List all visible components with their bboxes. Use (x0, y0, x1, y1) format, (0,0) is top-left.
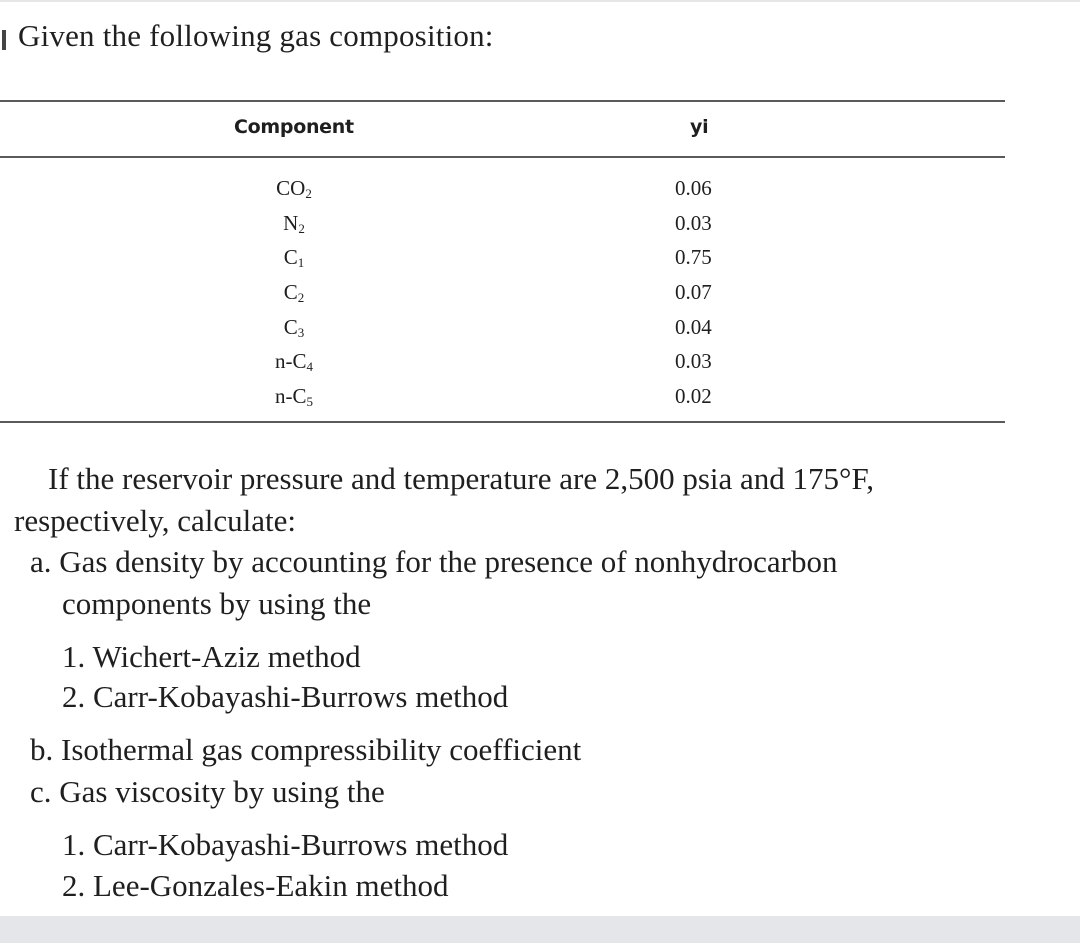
part-c-method-2: 2. Lee-Gonzales-Eakin method (62, 868, 449, 903)
page-top-border (0, 0, 1080, 2)
table-bottom-rule (0, 421, 1005, 423)
mole-fraction-cell: 0.02 (675, 384, 712, 409)
part-b: b. Isothermal gas compressibility coefficient (30, 732, 582, 767)
mole-fraction-cell: 0.75 (675, 245, 712, 270)
mole-fraction-cell: 0.04 (675, 314, 712, 339)
component-cell: $N_2$ (283, 210, 305, 236)
part-a-method-2: 2. Carr-Kobayashi-Burrows method (62, 679, 509, 714)
table-row (0, 315, 1005, 350)
bottom-gray-bar (0, 916, 1080, 943)
component-cell: $C_3$ (283, 314, 305, 340)
composition-table-body (0, 176, 1005, 419)
question-line-1: If the reservoir pressure and temperature are 2,500 psia and 175°F, (48, 461, 874, 496)
header-component: Component (234, 116, 354, 138)
mole-fraction-cell: 0.03 (675, 349, 712, 374)
intro-text: Given the following gas composition: (18, 18, 494, 53)
header-yi: yi (690, 116, 709, 138)
left-margin-mark (2, 30, 6, 50)
table-row (0, 280, 1005, 315)
part-a-line-1: a. Gas density by accounting for the presence of nonhydrocarbon (30, 544, 838, 579)
mole-fraction-cell: 0.06 (675, 176, 712, 200)
table-row (0, 349, 1005, 384)
table-header-rule (0, 156, 1005, 158)
table-row (0, 384, 1005, 419)
question-line-2: respectively, calculate: (14, 503, 296, 538)
table-row (0, 176, 1005, 211)
table-row (0, 211, 1005, 246)
table-row (0, 245, 1005, 280)
component-cell: $C_2$ (283, 280, 305, 306)
mole-fraction-cell: 0.07 (675, 280, 712, 305)
component-cell: $CO_2$ (276, 176, 312, 201)
table-top-rule (0, 100, 1005, 102)
part-c: c. Gas viscosity by using the (30, 774, 385, 809)
mole-fraction-cell: 0.03 (675, 210, 712, 235)
component-cell: $n-C_4$ (275, 349, 313, 375)
part-a-line-2: components by using the (62, 586, 372, 621)
part-c-method-1: 1. Carr-Kobayashi-Burrows method (62, 827, 509, 862)
part-a-method-1: 1. Wichert-Aziz method (62, 639, 361, 674)
component-cell: $n-C_5$ (275, 384, 313, 410)
component-cell: $C_1$ (283, 245, 305, 271)
